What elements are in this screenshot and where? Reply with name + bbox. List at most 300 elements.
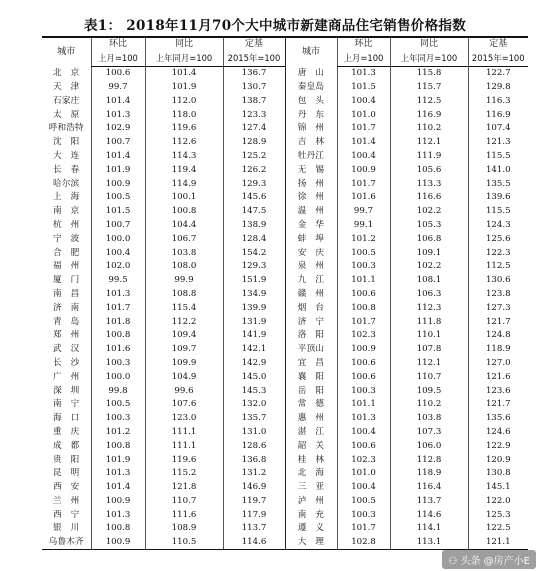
table-row	[42, 66, 528, 80]
yoy-subheader: 上年同月=100	[390, 52, 468, 66]
city-name-cell: 西 宁	[53, 509, 80, 520]
table-row	[42, 287, 528, 301]
city-name-cell: 无 锡	[285, 163, 337, 177]
city-name-cell: 沈 阳	[53, 137, 80, 148]
city-name-cell: 呼和浩特	[48, 123, 84, 134]
table-row	[42, 536, 528, 550]
city-name-cell: 厦 门	[53, 275, 80, 286]
city-name-cell: 南 宁	[53, 399, 80, 410]
city-name-cell: 安 庆	[285, 246, 337, 260]
base-value-cell: 112.5	[468, 260, 528, 274]
base-value-cell: 121.1	[468, 536, 528, 550]
yoy-value-cell: 106.0	[390, 439, 468, 453]
mom-value-cell: 100.3	[91, 412, 145, 426]
mom-value-cell: 99.1	[337, 218, 390, 232]
table-header	[42, 37, 528, 66]
base-value-cell: 141.9	[223, 329, 285, 343]
mom-value-cell: 101.3	[91, 108, 145, 122]
table-row	[42, 246, 528, 260]
mom-value-cell: 102.9	[91, 122, 145, 136]
base-value-cell: 141.0	[468, 163, 528, 177]
mom-value-cell: 100.8	[337, 301, 390, 315]
city-name-cell: 泸 州	[285, 494, 337, 508]
base-value-cell: 124.8	[468, 329, 528, 343]
city-name-cell: 秦皇岛	[285, 80, 337, 94]
mom-value-cell: 101.5	[337, 80, 390, 94]
yoy-value-cell: 111.8	[390, 315, 468, 329]
city-name-cell: 武 汉	[53, 344, 80, 355]
base-value-cell: 139.9	[223, 301, 285, 315]
base-value-cell: 135.7	[223, 412, 285, 426]
city-name-cell: 包 头	[285, 94, 337, 108]
table-row	[42, 522, 528, 536]
mom-header: 环比	[337, 37, 390, 52]
mom-value-cell: 100.9	[337, 343, 390, 357]
yoy-value-cell: 119.6	[145, 122, 223, 136]
table-row	[42, 398, 528, 412]
table-row	[42, 453, 528, 467]
base-value-cell: 135.5	[468, 177, 528, 191]
base-value-cell: 128.4	[223, 232, 285, 246]
mom-value-cell: 100.3	[337, 260, 390, 274]
table-title: 表1： 2018年11月70个大中城市新建商品住宅销售价格指数	[83, 18, 467, 34]
city-name-cell: 三 亚	[285, 481, 337, 495]
city-name-cell: 重 庆	[53, 426, 80, 437]
yoy-header: 同比	[390, 37, 468, 52]
city-name-cell: 吉 林	[285, 136, 337, 150]
table-row	[42, 122, 528, 136]
watermark: ⚇ 头条 @房产小E	[442, 550, 536, 569]
base-value-cell: 115.5	[468, 205, 528, 219]
mom-value-cell: 100.8	[91, 522, 145, 536]
mom-value-cell: 101.3	[91, 467, 145, 481]
mom-value-cell: 101.4	[337, 136, 390, 150]
yoy-value-cell: 110.2	[390, 122, 468, 136]
mom-value-cell: 101.4	[91, 94, 145, 108]
base-subheader: 2015年=100	[468, 52, 528, 66]
city-name-cell: 宁 波	[53, 233, 80, 244]
base-value-cell: 115.5	[468, 149, 528, 163]
city-name-cell: 赣 州	[285, 287, 337, 301]
mom-value-cell: 100.4	[91, 246, 145, 260]
city-name-cell: 太 原	[53, 109, 80, 120]
city-name-cell: 哈尔滨	[53, 178, 80, 189]
base-value-cell: 125.3	[468, 508, 528, 522]
table-row	[42, 260, 528, 274]
table-row	[42, 218, 528, 232]
mom-value-cell: 100.6	[91, 66, 145, 80]
base-value-cell: 128.6	[223, 439, 285, 453]
yoy-value-cell: 111.1	[145, 425, 223, 439]
yoy-value-cell: 115.8	[390, 66, 468, 80]
mom-value-cell: 100.9	[91, 177, 145, 191]
table-row	[42, 370, 528, 384]
base-value-cell: 145.1	[468, 481, 528, 495]
yoy-value-cell: 121.8	[145, 481, 223, 495]
mom-value-cell: 100.3	[91, 356, 145, 370]
yoy-value-cell: 109.1	[390, 246, 468, 260]
base-value-cell: 113.7	[223, 522, 285, 536]
city-name-cell: 广 州	[53, 371, 80, 382]
mom-value-cell: 101.0	[337, 108, 390, 122]
yoy-value-cell: 116.4	[390, 481, 468, 495]
base-value-cell: 116.3	[468, 94, 528, 108]
table-row	[42, 136, 528, 150]
table-row	[42, 205, 528, 219]
city-name-cell: 杭 州	[53, 219, 80, 230]
yoy-value-cell: 100.1	[145, 191, 223, 205]
yoy-value-cell: 108.9	[145, 522, 223, 536]
mom-value-cell: 101.9	[91, 163, 145, 177]
yoy-value-cell: 109.5	[390, 384, 468, 398]
mom-value-cell: 100.9	[91, 494, 145, 508]
base-value-cell: 123.3	[223, 108, 285, 122]
yoy-value-cell: 112.2	[145, 315, 223, 329]
yoy-value-cell: 99.6	[145, 384, 223, 398]
base-value-cell: 145.0	[223, 370, 285, 384]
base-value-cell: 125.6	[468, 232, 528, 246]
city-name-cell: 桂 林	[285, 453, 337, 467]
mom-subheader: 上月=100	[91, 52, 145, 66]
base-header: 定基	[223, 37, 285, 52]
base-value-cell: 147.5	[223, 205, 285, 219]
city-name-cell: 平顶山	[285, 343, 337, 357]
city-name-cell: 南 充	[285, 508, 337, 522]
yoy-value-cell: 115.4	[145, 301, 223, 315]
base-value-cell: 151.9	[223, 274, 285, 288]
yoy-value-cell: 104.4	[145, 218, 223, 232]
city-name-cell: 青 岛	[53, 316, 80, 327]
base-value-cell: 122.7	[468, 66, 528, 80]
mom-value-cell: 101.2	[91, 425, 145, 439]
yoy-value-cell: 112.3	[390, 301, 468, 315]
base-value-cell: 124.6	[468, 425, 528, 439]
base-value-cell: 134.9	[223, 287, 285, 301]
table-row	[42, 108, 528, 122]
city-name-cell: 牡丹江	[285, 149, 337, 163]
yoy-value-cell: 105.6	[390, 163, 468, 177]
mom-value-cell: 101.8	[91, 315, 145, 329]
mom-value-cell: 101.3	[91, 508, 145, 522]
mom-value-cell: 100.6	[337, 439, 390, 453]
table-row	[42, 467, 528, 481]
mom-value-cell: 100.4	[337, 425, 390, 439]
mom-value-cell: 100.5	[91, 191, 145, 205]
base-value-cell: 114.6	[223, 536, 285, 550]
base-value-cell: 130.7	[223, 80, 285, 94]
yoy-value-cell: 111.9	[390, 149, 468, 163]
base-value-cell: 138.9	[223, 218, 285, 232]
city-name-cell: 大 理	[285, 536, 337, 550]
table-row	[42, 191, 528, 205]
yoy-value-cell: 112.0	[145, 94, 223, 108]
mom-value-cell: 101.7	[337, 177, 390, 191]
table-row	[42, 412, 528, 426]
base-value-cell: 132.0	[223, 398, 285, 412]
mom-value-cell: 100.5	[91, 398, 145, 412]
yoy-value-cell: 119.6	[145, 453, 223, 467]
city-name-cell: 济 宁	[285, 315, 337, 329]
yoy-value-cell: 101.4	[145, 66, 223, 80]
yoy-value-cell: 108.1	[390, 274, 468, 288]
city-name-cell: 金 华	[285, 218, 337, 232]
yoy-value-cell: 105.3	[390, 218, 468, 232]
city-header: 城市	[285, 37, 337, 66]
city-name-cell: 福 州	[53, 261, 80, 272]
mom-value-cell: 100.4	[337, 481, 390, 495]
yoy-value-cell: 113.7	[390, 494, 468, 508]
base-value-cell: 142.9	[223, 356, 285, 370]
mom-value-cell: 101.6	[91, 343, 145, 357]
base-value-cell: 122.3	[468, 246, 528, 260]
city-name-cell: 西 安	[53, 482, 80, 493]
base-value-cell: 125.2	[223, 149, 285, 163]
city-header: 城市	[42, 37, 91, 66]
yoy-value-cell: 110.5	[145, 536, 223, 550]
base-value-cell: 121.3	[468, 136, 528, 150]
yoy-value-cell: 112.1	[390, 136, 468, 150]
city-name-cell: 湛 江	[285, 425, 337, 439]
yoy-value-cell: 114.6	[390, 508, 468, 522]
city-name-cell: 遵 义	[285, 522, 337, 536]
mom-value-cell: 102.3	[337, 453, 390, 467]
city-name-cell: 宜 昌	[285, 356, 337, 370]
table-row	[42, 94, 528, 108]
mom-value-cell: 100.0	[91, 370, 145, 384]
city-name-cell: 贵 阳	[53, 454, 80, 465]
base-value-cell: 131.0	[223, 425, 285, 439]
base-value-cell: 107.4	[468, 122, 528, 136]
city-name-cell: 洛 阳	[285, 329, 337, 343]
city-name-cell: 南 京	[53, 206, 80, 217]
mom-value-cell: 101.7	[91, 301, 145, 315]
mom-value-cell: 100.5	[337, 494, 390, 508]
base-value-cell: 131.9	[223, 315, 285, 329]
yoy-subheader: 上年同月=100	[145, 52, 223, 66]
yoy-value-cell: 114.1	[390, 522, 468, 536]
yoy-value-cell: 112.1	[390, 356, 468, 370]
table-row	[42, 384, 528, 398]
mom-value-cell: 100.9	[337, 163, 390, 177]
city-name-cell: 海 口	[53, 413, 80, 424]
mom-value-cell: 101.7	[337, 122, 390, 136]
yoy-value-cell: 110.7	[390, 370, 468, 384]
yoy-value-cell: 103.8	[390, 412, 468, 426]
yoy-value-cell: 103.8	[145, 246, 223, 260]
base-value-cell: 131.2	[223, 467, 285, 481]
city-name-cell: 蚌 埠	[285, 232, 337, 246]
city-name-cell: 大 连	[53, 150, 80, 161]
base-value-cell: 136.7	[223, 66, 285, 80]
yoy-value-cell: 110.1	[390, 329, 468, 343]
city-name-cell: 扬 州	[285, 177, 337, 191]
yoy-value-cell: 102.2	[390, 205, 468, 219]
mom-value-cell: 101.7	[337, 315, 390, 329]
mom-value-cell: 101.3	[337, 412, 390, 426]
base-subheader: 2015年=100	[223, 52, 285, 66]
table-row	[42, 329, 528, 343]
mom-value-cell: 100.7	[91, 136, 145, 150]
yoy-value-cell: 112.5	[390, 94, 468, 108]
table-row	[42, 315, 528, 329]
yoy-value-cell: 115.7	[390, 80, 468, 94]
yoy-value-cell: 109.7	[145, 343, 223, 357]
city-name-cell: 济 南	[53, 302, 80, 313]
base-value-cell: 130.8	[468, 467, 528, 481]
base-value-cell: 129.3	[223, 177, 285, 191]
city-name-cell: 襄 阳	[285, 370, 337, 384]
base-value-cell: 124.3	[468, 218, 528, 232]
mom-value-cell: 102.8	[337, 536, 390, 550]
base-value-cell: 135.6	[468, 412, 528, 426]
mom-value-cell: 101.3	[91, 287, 145, 301]
mom-value-cell: 99.7	[337, 205, 390, 219]
city-name-cell: 北 海	[285, 467, 337, 481]
base-value-cell: 122.0	[468, 494, 528, 508]
base-value-cell: 128.9	[223, 136, 285, 150]
yoy-value-cell: 115.2	[145, 467, 223, 481]
table-row	[42, 508, 528, 522]
base-header: 定基	[468, 37, 528, 52]
base-value-cell: 138.7	[223, 94, 285, 108]
table-row	[42, 177, 528, 191]
base-value-cell: 118.9	[468, 343, 528, 357]
price-index-table	[42, 36, 528, 550]
city-name-cell: 南 昌	[53, 288, 80, 299]
yoy-value-cell: 109.4	[145, 329, 223, 343]
city-name-cell: 天 津	[53, 81, 80, 92]
table-row	[42, 439, 528, 453]
base-value-cell: 122.5	[468, 522, 528, 536]
yoy-value-cell: 106.3	[390, 287, 468, 301]
city-name-cell: 丹 东	[285, 108, 337, 122]
yoy-value-cell: 108.0	[145, 260, 223, 274]
table-row	[42, 149, 528, 163]
city-name-cell: 上 海	[53, 192, 80, 203]
yoy-value-cell: 111.1	[145, 439, 223, 453]
base-value-cell: 127.4	[223, 122, 285, 136]
mom-value-cell: 100.3	[337, 384, 390, 398]
base-value-cell: 129.8	[468, 80, 528, 94]
mom-value-cell: 100.8	[91, 439, 145, 453]
city-name-cell: 韶 关	[285, 439, 337, 453]
city-name-cell: 兰 州	[53, 495, 80, 506]
base-value-cell: 145.3	[223, 384, 285, 398]
table-row	[42, 343, 528, 357]
city-name-cell: 长 春	[53, 164, 80, 175]
yoy-value-cell: 113.1	[390, 536, 468, 550]
mom-value-cell: 101.1	[337, 398, 390, 412]
city-name-cell: 石家庄	[53, 95, 80, 106]
base-value-cell: 117.9	[223, 508, 285, 522]
mom-subheader: 上月=100	[337, 52, 390, 66]
yoy-value-cell: 99.9	[145, 274, 223, 288]
city-name-cell: 长 沙	[53, 357, 80, 368]
mom-value-cell: 100.5	[337, 246, 390, 260]
mom-value-cell: 100.0	[91, 232, 145, 246]
table-row	[42, 494, 528, 508]
base-value-cell: 122.9	[468, 439, 528, 453]
mom-value-cell: 101.7	[337, 522, 390, 536]
mom-value-cell: 99.8	[91, 384, 145, 398]
yoy-header: 同比	[145, 37, 223, 52]
header-row-main	[42, 37, 528, 52]
city-name-cell: 泉 州	[285, 260, 337, 274]
yoy-value-cell: 114.9	[145, 177, 223, 191]
yoy-value-cell: 110.7	[145, 494, 223, 508]
mom-value-cell: 102.0	[91, 260, 145, 274]
yoy-value-cell: 114.3	[145, 149, 223, 163]
yoy-value-cell: 108.8	[145, 287, 223, 301]
yoy-value-cell: 119.4	[145, 163, 223, 177]
base-value-cell: 126.2	[223, 163, 285, 177]
yoy-value-cell: 107.3	[390, 425, 468, 439]
yoy-value-cell: 116.9	[390, 108, 468, 122]
yoy-value-cell: 109.9	[145, 356, 223, 370]
mom-value-cell: 100.3	[337, 508, 390, 522]
base-value-cell: 129.3	[223, 260, 285, 274]
mom-value-cell: 100.6	[337, 370, 390, 384]
yoy-value-cell: 107.8	[390, 343, 468, 357]
table-row	[42, 301, 528, 315]
yoy-value-cell: 118.0	[145, 108, 223, 122]
base-value-cell: 120.9	[468, 453, 528, 467]
city-name-cell: 唐 山	[285, 66, 337, 80]
city-name-cell: 常 德	[285, 398, 337, 412]
yoy-value-cell: 118.9	[390, 467, 468, 481]
city-name-cell: 温 州	[285, 205, 337, 219]
yoy-value-cell: 112.6	[145, 136, 223, 150]
city-name-cell: 岳 阳	[285, 384, 337, 398]
mom-value-cell: 102.3	[337, 329, 390, 343]
mom-value-cell: 100.6	[337, 287, 390, 301]
city-name-cell: 银 川	[53, 523, 80, 534]
mom-value-cell: 99.5	[91, 274, 145, 288]
mom-value-cell: 101.9	[91, 453, 145, 467]
yoy-value-cell: 113.3	[390, 177, 468, 191]
mom-value-cell: 101.5	[91, 205, 145, 219]
city-name-cell: 郑 州	[53, 330, 80, 341]
yoy-value-cell: 104.9	[145, 370, 223, 384]
city-name-cell: 深 圳	[53, 385, 80, 396]
yoy-value-cell: 101.9	[145, 80, 223, 94]
mom-value-cell: 101.6	[337, 191, 390, 205]
mom-value-cell: 101.4	[91, 149, 145, 163]
base-value-cell: 121.6	[468, 370, 528, 384]
mom-value-cell: 101.4	[91, 481, 145, 495]
base-value-cell: 145.6	[223, 191, 285, 205]
table-row	[42, 425, 528, 439]
city-name-cell: 乌鲁木齐	[42, 536, 91, 550]
mom-value-cell: 100.6	[337, 356, 390, 370]
table-row	[42, 232, 528, 246]
mom-value-cell: 100.4	[337, 94, 390, 108]
mom-value-cell: 101.2	[337, 232, 390, 246]
base-value-cell: 142.1	[223, 343, 285, 357]
table-row	[42, 481, 528, 495]
city-name-cell: 北 京	[53, 67, 80, 78]
base-value-cell: 146.9	[223, 481, 285, 495]
yoy-value-cell: 106.8	[390, 232, 468, 246]
base-value-cell: 154.2	[223, 246, 285, 260]
mom-header: 环比	[91, 37, 145, 52]
yoy-value-cell: 110.2	[390, 398, 468, 412]
base-value-cell: 121.7	[468, 315, 528, 329]
table-body	[42, 66, 528, 550]
city-name-cell: 烟 台	[285, 301, 337, 315]
base-value-cell: 136.8	[223, 453, 285, 467]
base-value-cell: 116.9	[468, 108, 528, 122]
